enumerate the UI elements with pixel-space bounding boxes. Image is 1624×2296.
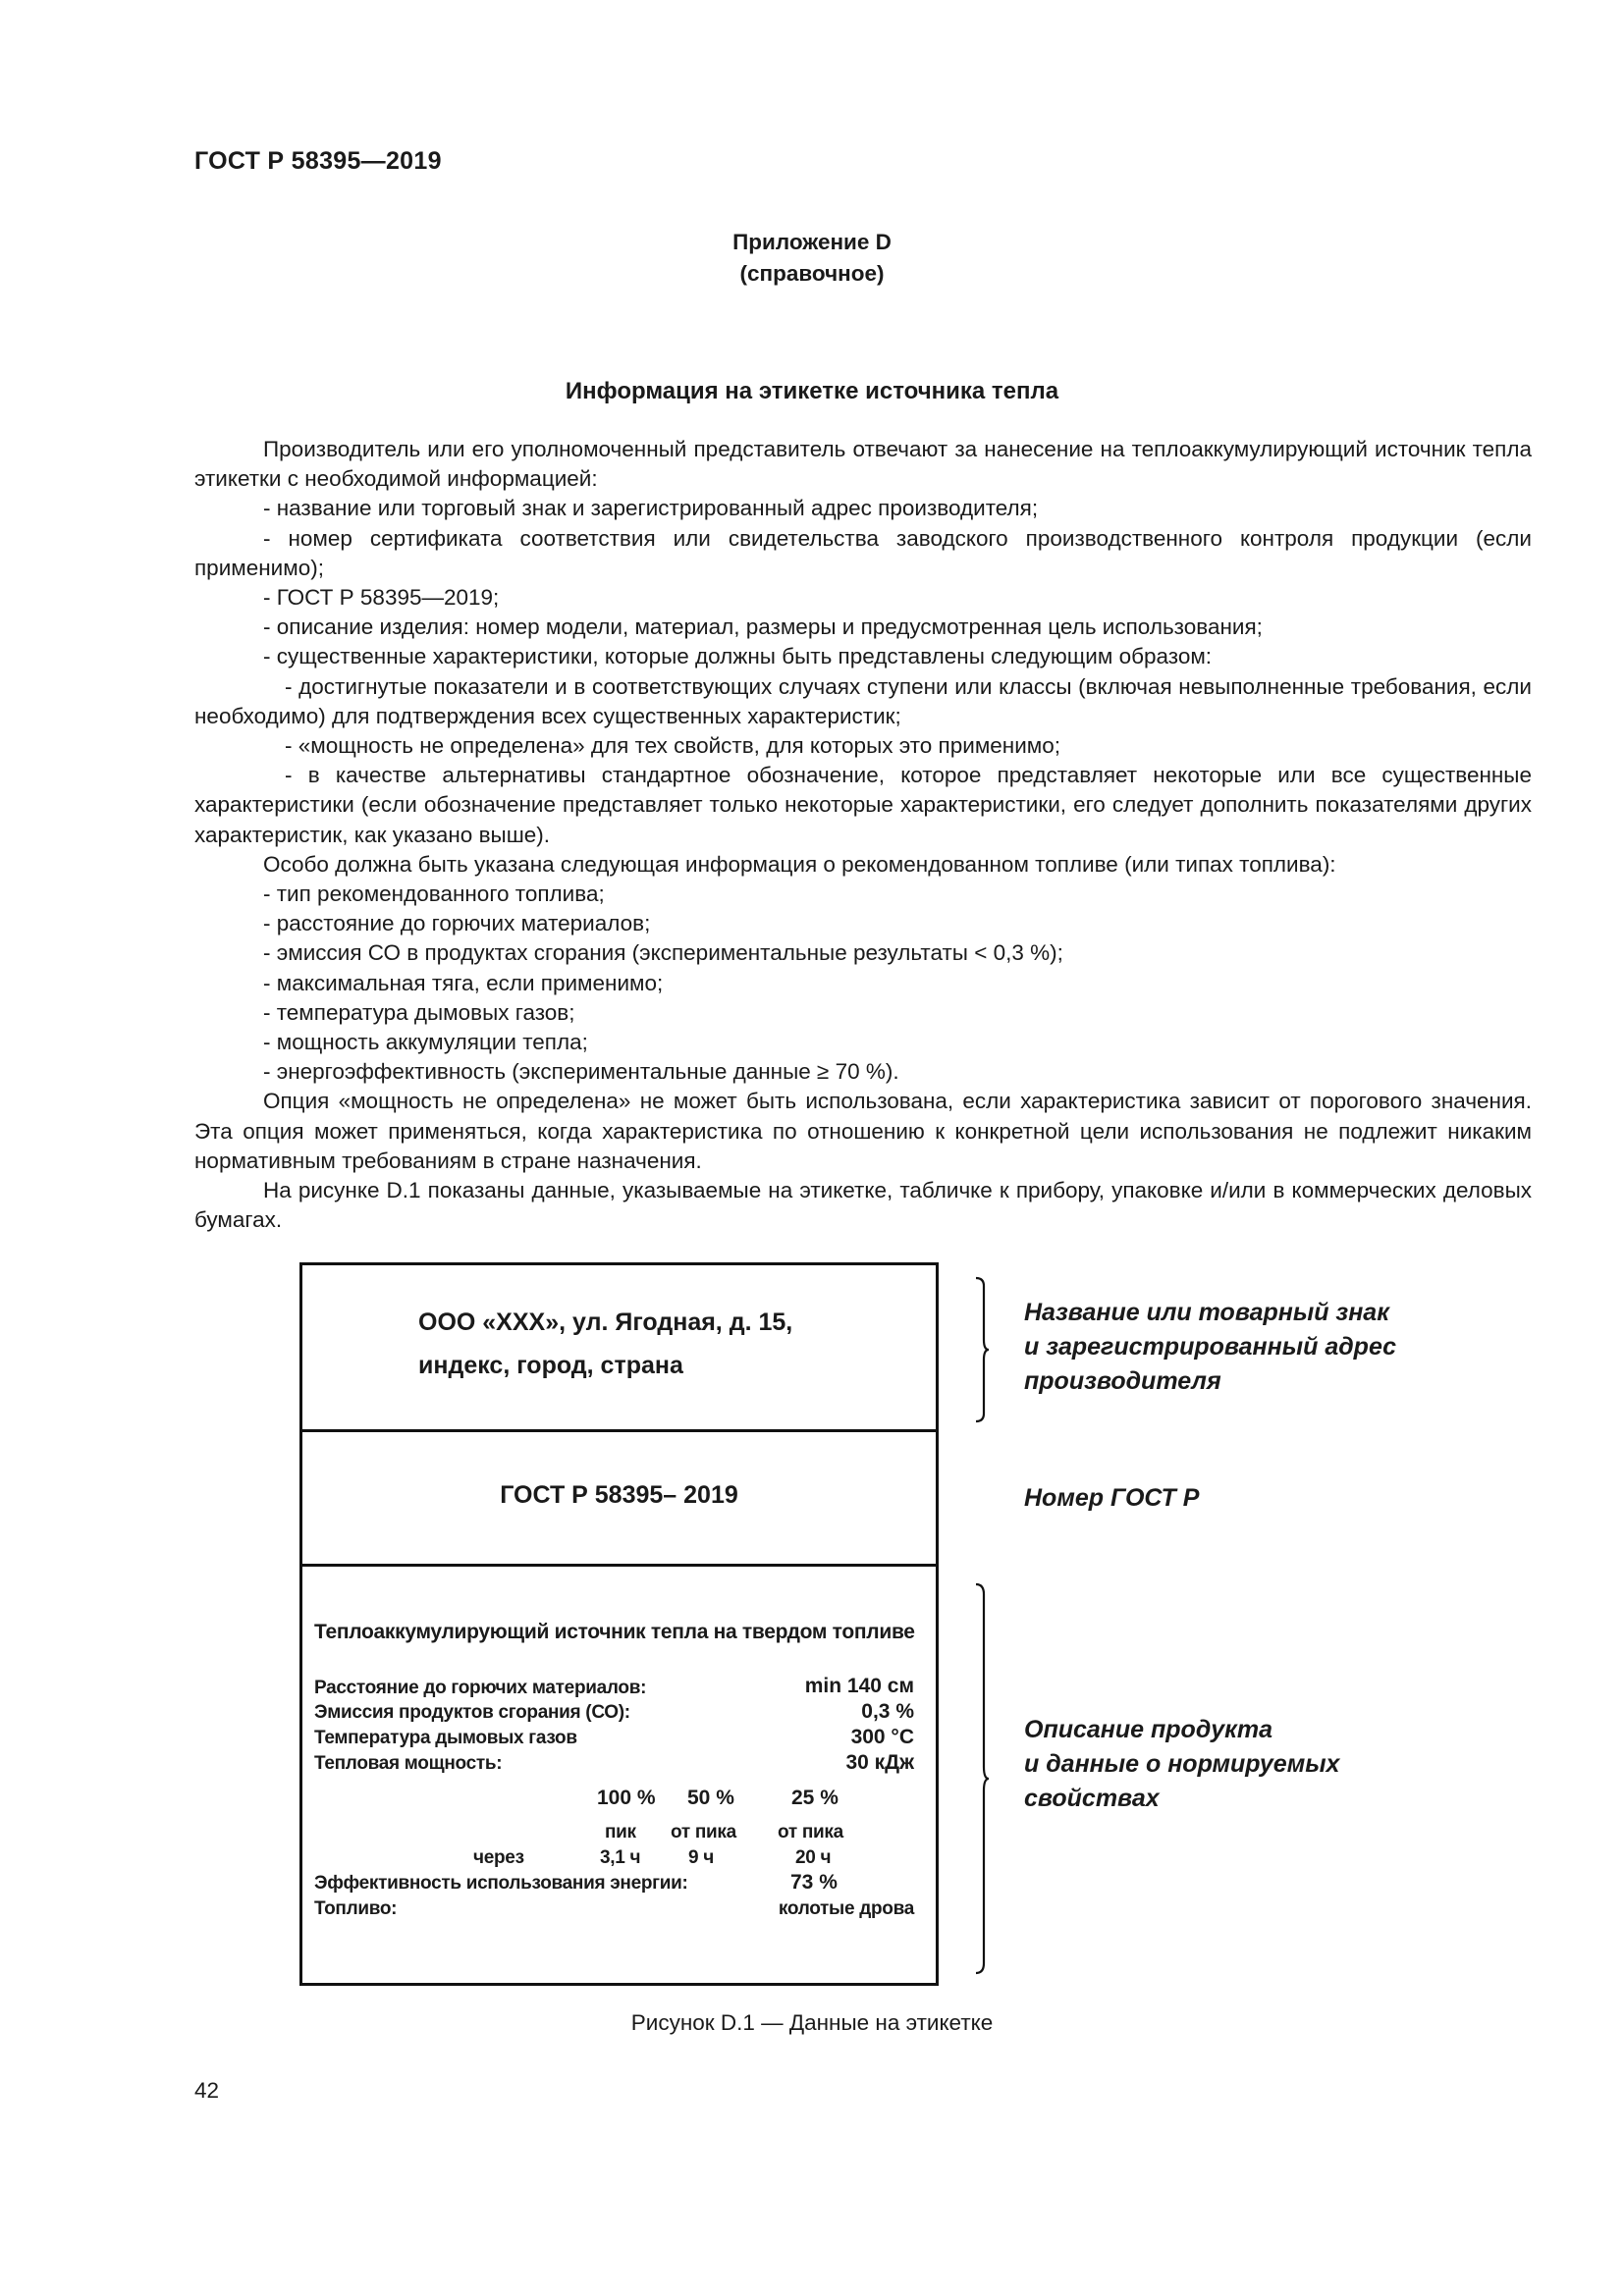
label-figure bbox=[299, 1262, 939, 1986]
label-row-value: 30 кДж bbox=[845, 1751, 914, 1774]
power-level: 50 % bbox=[687, 1787, 734, 1809]
list-item: - тип рекомендованного топлива; bbox=[263, 881, 605, 907]
sub-list-item: - достигнутые показатели и в соответствующих случаях ступени или классы (включая невыполненные требования, если необходимо) для подтверждения всех существенных характеристик; bbox=[194, 673, 1532, 728]
page-number: 42 bbox=[194, 2078, 220, 2103]
list-item: - ГОСТ Р 58395—2019; bbox=[263, 585, 500, 611]
efficiency-value: 73 % bbox=[790, 1871, 838, 1894]
appendix-kind: (справочное) bbox=[739, 261, 885, 286]
power-level: 25 % bbox=[791, 1787, 839, 1809]
power-reference: пик bbox=[605, 1822, 636, 1842]
list-item: - энергоэффективность (экспериментальные данные ≥ 70 %). bbox=[263, 1059, 899, 1085]
label-manufacturer-section bbox=[302, 1265, 936, 1432]
fuel-label: Топливо: bbox=[314, 1898, 398, 1919]
label-row-label: Температура дымовых газов bbox=[314, 1728, 577, 1748]
power-level: 100 % bbox=[597, 1787, 656, 1809]
list-item: - эмиссия СО в продуктах сгорания (экспериментальные результаты < 0,3 %); bbox=[263, 940, 1063, 966]
list-item: - существенные характеристики, которые должны быть представлены следующим образом: bbox=[263, 644, 1213, 669]
brace-icon bbox=[974, 1582, 988, 1975]
label-gost-section bbox=[302, 1432, 936, 1567]
duration-label: через bbox=[473, 1847, 524, 1868]
power-reference: от пика bbox=[778, 1822, 843, 1842]
brace-icon bbox=[974, 1276, 988, 1423]
label-address-line1: ООО «ХХХ», ул. Ягодная, д. 15, bbox=[418, 1308, 793, 1336]
label-row-value: 0,3 % bbox=[861, 1700, 914, 1723]
paragraph: Опция «мощность не определена» не может быть использована, если характеристика зависит от порогового значения. Эта опция может применяться, когда характеристика по отношению к конкретной цели использования не подлежит никаким нормативным требованиям в стране назначения. bbox=[194, 1089, 1532, 1173]
label-product-title: Теплоаккумулирующий источник тепла на твердом топливе bbox=[314, 1621, 915, 1643]
fuel-value: колотые дрова bbox=[778, 1898, 914, 1919]
list-item: - название или торговый знак и зарегистрированный адрес производителя; bbox=[263, 496, 1039, 521]
list-item: - расстояние до горючих материалов; bbox=[263, 911, 651, 936]
label-description-section bbox=[302, 1567, 936, 1986]
duration-value: 9 ч bbox=[688, 1847, 714, 1868]
label-row-label: Эмиссия продуктов сгорания (СО): bbox=[314, 1702, 630, 1723]
figure-caption: Рисунок D.1 — Данные на этикетке bbox=[630, 2010, 994, 2035]
duration-value: 3,1 ч bbox=[600, 1847, 641, 1868]
sub-list-item: - «мощность не определена» для тех свойств, для которых это применимо; bbox=[285, 733, 1061, 759]
list-item: - номер сертификата соответствия или свидетельства заводского производственного контроля продукции (если применимо); bbox=[194, 525, 1532, 580]
power-reference: от пика bbox=[671, 1822, 736, 1842]
annotation-manufacturer: Название или товарный знак и зарегистрированный адрес производителя bbox=[1024, 1299, 1397, 1395]
annotation-gost-number: Номер ГОСТ Р bbox=[1024, 1484, 1200, 1512]
list-item: - максимальная тяга, если применимо; bbox=[263, 970, 664, 995]
body-text bbox=[194, 435, 1532, 1235]
list-item: - температура дымовых газов; bbox=[263, 999, 575, 1025]
paragraph: Производитель или его уполномоченный представитель отвечают за нанесение на теплоаккумулирующий источник тепла этикетки с необходимой информацией: bbox=[194, 437, 1532, 492]
label-row-value: 300 °С bbox=[850, 1726, 914, 1748]
label-row-value: min 140 см bbox=[804, 1675, 914, 1697]
list-item: - мощность аккумуляции тепла; bbox=[263, 1030, 588, 1055]
annotation-description: Описание продукта и данные о нормируемых свойствах bbox=[1024, 1716, 1340, 1812]
efficiency-label: Эффективность использования энергии: bbox=[314, 1873, 688, 1894]
sub-list-item: - в качестве альтернативы стандартное обозначение, которое представляет некоторые или все существенные характеристики (если обозначение представляет только некоторые характеристики, его следует дополнить показателями других характеристик, как указано выше). bbox=[194, 763, 1532, 847]
paragraph: На рисунке D.1 показаны данные, указываемые на этикетке, табличке к прибору, упаковке и/или в коммерческих деловых бумагах. bbox=[194, 1178, 1532, 1233]
duration-value: 20 ч bbox=[795, 1847, 832, 1868]
appendix-title: Приложение D bbox=[732, 230, 892, 254]
standard-header: ГОСТ Р 58395—2019 bbox=[194, 147, 442, 175]
label-address-line2: индекс, город, страна bbox=[418, 1352, 683, 1379]
list-item: - описание изделия: номер модели, материал, размеры и предусмотренная цель использования; bbox=[263, 614, 1263, 640]
label-gost-number: ГОСТ Р 58395– 2019 bbox=[500, 1481, 738, 1509]
label-row-label: Тепловая мощность: bbox=[314, 1753, 503, 1774]
section-title: Информация на этикетке источника тепла bbox=[565, 378, 1059, 404]
paragraph: Особо должна быть указана следующая информация о рекомендованном топливе (или типах топлива): bbox=[263, 851, 1336, 877]
label-row-label: Расстояние до горючих материалов: bbox=[314, 1678, 647, 1698]
